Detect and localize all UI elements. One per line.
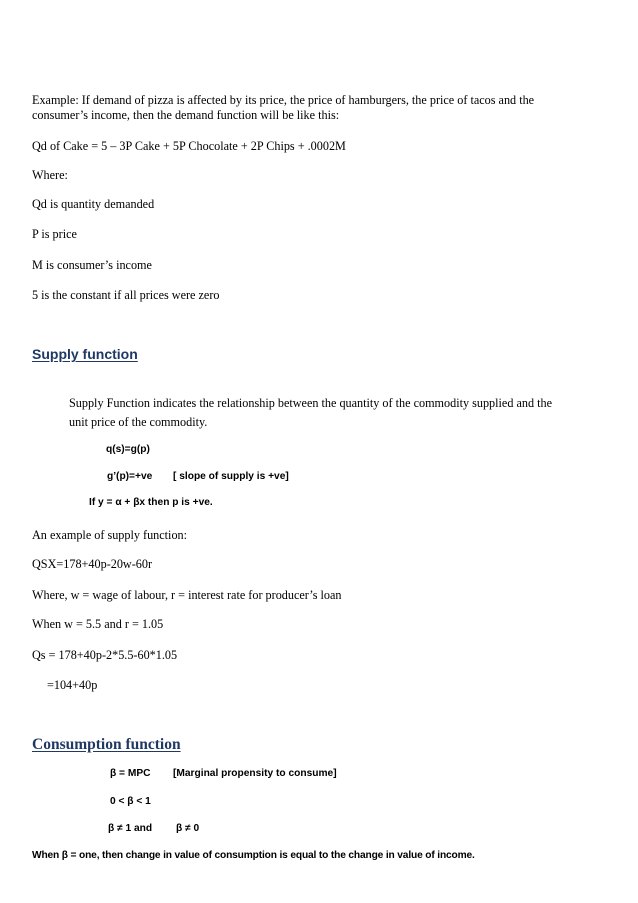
supply-formula-1: q(s)=g(p) xyxy=(106,444,150,455)
supply-description-line-1: Supply Function indicates the relationship between the quantity of the commodity supplied and the xyxy=(69,396,553,410)
supply-formula-2: g’(p)=+ve xyxy=(107,471,153,482)
consumption-beta-range: 0 < β < 1 xyxy=(110,796,151,807)
supply-example-when: When w = 5.5 and r = 1.05 xyxy=(32,617,164,631)
demand-intro-line-2: consumer’s income, then the demand function will be like this: xyxy=(32,108,340,122)
consumption-function-heading: Consumption function xyxy=(32,736,181,753)
consumption-statement: When β = one, then change in value of consumption is equal to the change in value of income. xyxy=(32,850,475,861)
supply-example-equation: QSX=178+40p-20w-60r xyxy=(32,557,153,571)
definition-qd: Qd is quantity demanded xyxy=(32,197,155,211)
supply-example-calculation: Qs = 178+40p-2*5.5-60*1.05 xyxy=(32,648,178,662)
supply-example-where: Where, w = wage of labour, r = interest rate for producer’s loan xyxy=(32,588,342,602)
supply-example-intro: An example of supply function: xyxy=(32,528,188,542)
supply-example-result: =104+40p xyxy=(47,678,98,692)
supply-formula-2-note: [ slope of supply is +ve] xyxy=(173,471,289,482)
demand-where-label: Where: xyxy=(32,168,68,182)
consumption-beta-not-one: β ≠ 1 and xyxy=(108,823,153,834)
supply-function-heading: Supply function xyxy=(32,346,138,362)
supply-description-line-2: unit price of the commodity. xyxy=(69,415,208,429)
consumption-beta-mpc: β = MPC xyxy=(110,768,151,779)
definition-p: P is price xyxy=(32,227,77,241)
definition-m: M is consumer’s income xyxy=(32,258,152,272)
definition-constant: 5 is the constant if all prices were zero xyxy=(32,288,220,302)
consumption-beta-not-zero: β ≠ 0 xyxy=(176,823,200,834)
demand-equation: Qd of Cake = 5 – 3P Cake + 5P Chocolate + 2P Chips + .0002M xyxy=(32,139,346,153)
supply-formula-3: If y = α + βx then p is +ve. xyxy=(89,497,213,508)
consumption-mpc-note: [Marginal propensity to consume] xyxy=(173,768,337,779)
demand-intro-line-1: Example: If demand of pizza is affected by its price, the price of hamburgers, the price of tacos and the xyxy=(32,93,535,107)
